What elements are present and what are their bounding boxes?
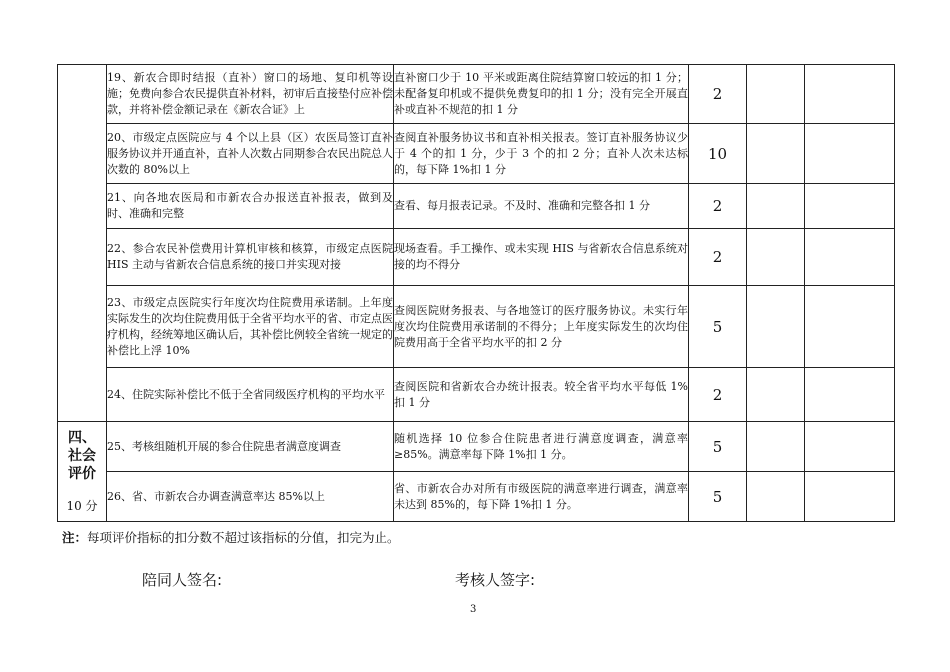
method-text: 查阅直补服务协议书和直补相关报表。签订直补服务协议少于 4 个的扣 1 分，少于 3 个的扣 2 分；直补人次未达标的，每下降 1%扣 1 分 <box>394 124 689 184</box>
footnote-label: 注： <box>62 530 88 545</box>
table-row <box>58 65 895 124</box>
blank-cell <box>805 65 895 124</box>
score-value: 2 <box>689 368 747 422</box>
item-text: 23、市级定点医院实行年度次均住院费用承诺制。上年度实际发生的次均住院费用低于全省平均水平的省、市定点医疗机构，经统筹地区确认后，其补偿比例较全省统一规定的补偿比上浮 10% <box>107 286 394 368</box>
method-text: 查看、每月报表记录。不及时、准确和完整各扣 1 分 <box>394 184 689 229</box>
blank-cell <box>747 422 805 472</box>
section-header-social-evaluation <box>58 422 107 522</box>
method-text: 省、市新农合办对所有市级医院的满意率进行调查，满意率未达到 85%的，每下降 1%扣 1 分。 <box>394 472 689 522</box>
assessor-signature-label: 考核人签字: <box>455 571 536 589</box>
footnote <box>62 528 400 546</box>
section-title: 评价 <box>68 466 96 482</box>
table-row <box>58 124 895 184</box>
item-text: 19、新农合即时结报（直补）窗口的场地、复印机等设施；免费向参合农民提供直补材料，初审后直接垫付应补偿款，并将补偿金额记录在《新农合证》上 <box>107 65 394 124</box>
section-cell-empty <box>58 65 107 422</box>
blank-cell <box>747 286 805 368</box>
evaluation-table <box>57 64 895 522</box>
blank-cell <box>747 65 805 124</box>
score-value: 2 <box>689 229 747 286</box>
table-row <box>58 472 895 522</box>
item-text: 22、参合农民补偿费用计算机审核和核算，市级定点医院 HIS 主动与省新农合信息系统的接口并实现对接 <box>107 229 394 286</box>
blank-cell <box>805 124 895 184</box>
method-text: 查阅医院和省新农合办统计报表。较全省平均水平每低 1%扣 1 分 <box>394 368 689 422</box>
section-title: 四、 <box>68 430 96 446</box>
blank-cell <box>747 124 805 184</box>
page-number: 3 <box>470 604 477 615</box>
table-row <box>58 184 895 229</box>
table-row <box>58 286 895 368</box>
item-text: 26、省、市新农合办调查满意率达 85%以上 <box>107 472 394 522</box>
section-points: 10 分 <box>66 499 98 513</box>
table-row <box>58 368 895 422</box>
blank-cell <box>805 184 895 229</box>
blank-cell <box>805 368 895 422</box>
blank-cell <box>805 286 895 368</box>
table-row <box>58 229 895 286</box>
item-text: 25、考核组随机开展的参合住院患者满意度调查 <box>107 422 394 472</box>
footnote-text: 每项评价指标的扣分数不超过该指标的分值，扣完为止。 <box>87 530 400 545</box>
method-text: 现场查看。手工操作、或未实现 HIS 与省新农合信息系统对接的均不得分 <box>394 229 689 286</box>
method-text: 随机选择 10 位参合住院患者进行满意度调查，满意率≥85%。满意率每下降 1%扣 1 分。 <box>394 422 689 472</box>
blank-cell <box>805 472 895 522</box>
table-row <box>58 422 895 472</box>
score-value: 5 <box>689 286 747 368</box>
blank-cell <box>747 368 805 422</box>
blank-cell <box>747 229 805 286</box>
score-value: 5 <box>689 422 747 472</box>
item-text: 21、向各地农医局和市新农合办报送直补报表，做到及时、准确和完整 <box>107 184 394 229</box>
item-text: 24、住院实际补偿比不低于全省同级医疗机构的平均水平 <box>107 368 394 422</box>
blank-cell <box>805 422 895 472</box>
score-value: 5 <box>689 472 747 522</box>
blank-cell <box>747 184 805 229</box>
accompany-signature-label: 陪同人签名: <box>142 571 223 589</box>
method-text: 查阅医院财务报表、与各地签订的医疗服务协议。未实行年度次均住院费用承诺制的不得分；上年度实际发生的次均住院费用高于全省平均水平的扣 2 分 <box>394 286 689 368</box>
item-text: 20、市级定点医院应与 4 个以上县（区）农医局签订直补服务协议并开通直补，直补人次数占同期参合农民出院总人次数的 80%以上 <box>107 124 394 184</box>
blank-cell <box>747 472 805 522</box>
score-value: 2 <box>689 184 747 229</box>
blank-cell <box>805 229 895 286</box>
method-text: 直补窗口少于 10 平米或距离住院结算窗口较远的扣 1 分；未配备复印机或不提供免费复印的扣 1 分；没有完全开展直补或直补不规范的扣 1 分 <box>394 65 689 124</box>
score-value: 2 <box>689 65 747 124</box>
section-title: 社会 <box>68 448 96 464</box>
score-value: 10 <box>689 124 747 184</box>
